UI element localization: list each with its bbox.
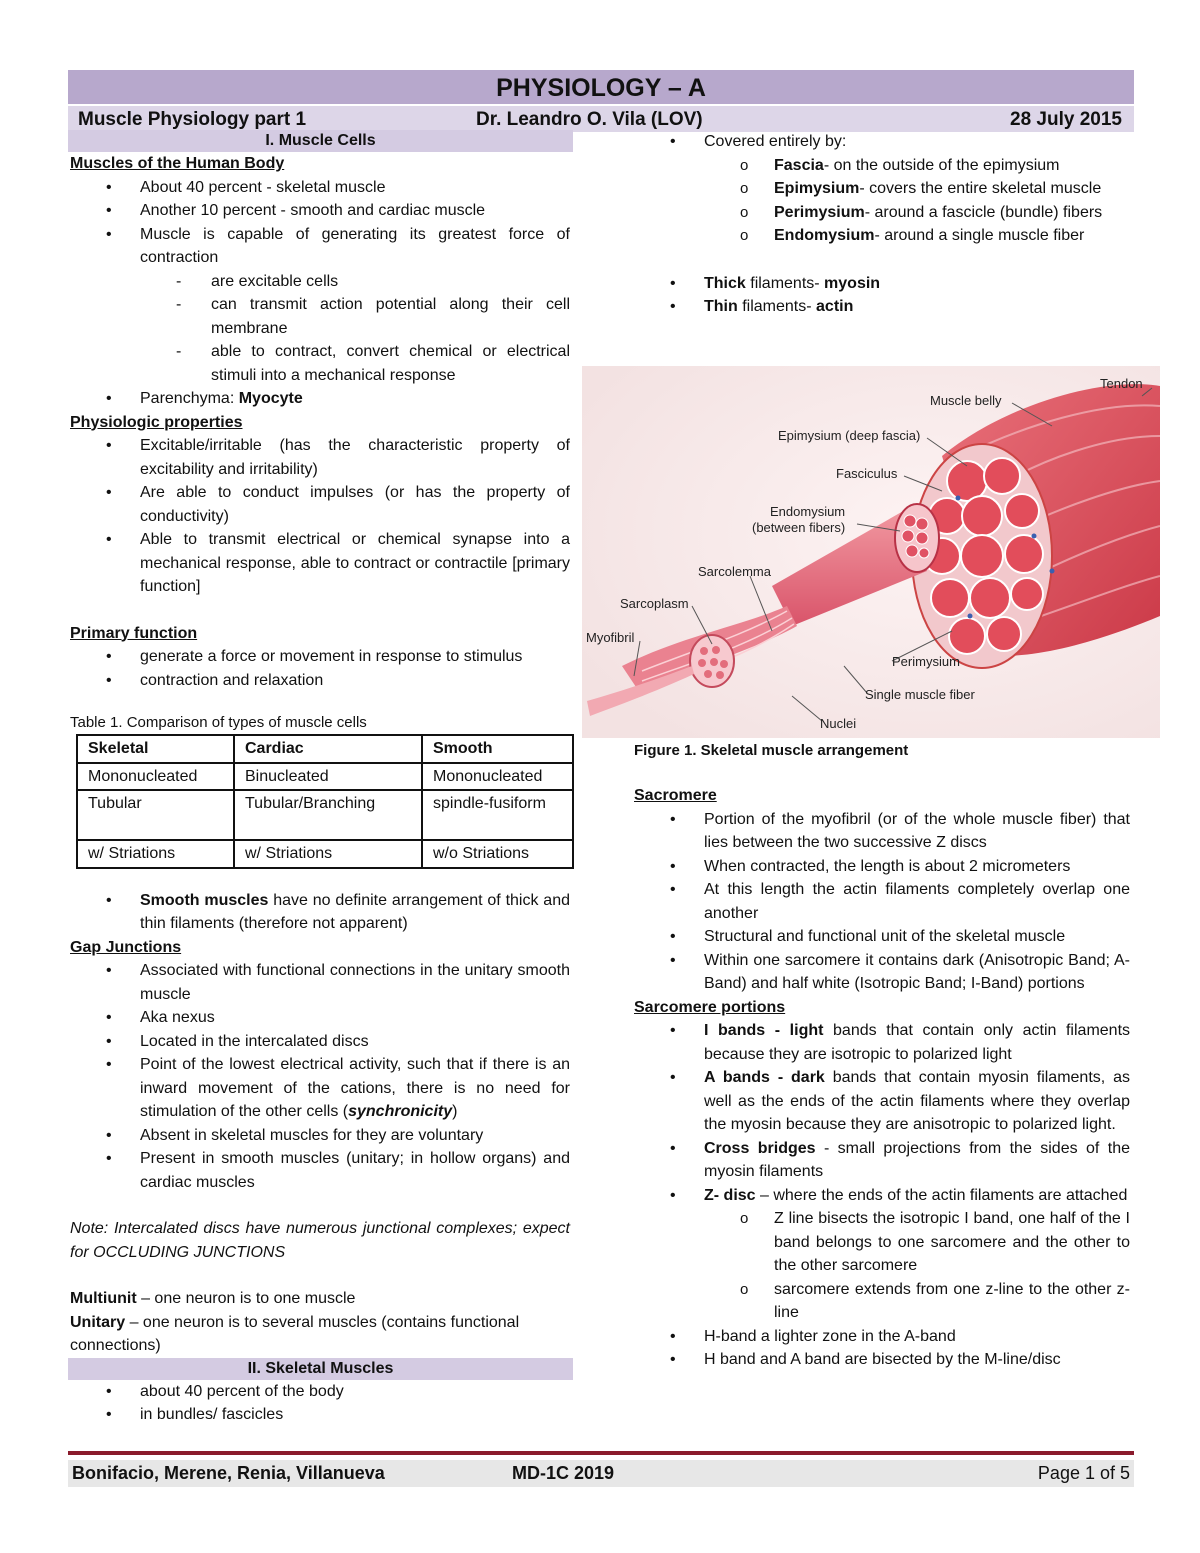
table-cell: Tubular/Branching [234,790,422,840]
list-item: • H band and A band are bisected by the M-line/disc [634,1348,1130,1372]
footer-authors: Bonifacio, Merene, Renia, Villanueva [72,1463,385,1483]
figure-label-nuclei: Nuclei [820,716,857,731]
covering-text: - on the outside of the epimysium [823,156,1060,174]
table-cell: Tubular [77,790,234,840]
covering-text: - covers the entire skeletal muscle [859,180,1102,197]
table-cell: spindle-fusiform [422,790,573,840]
table-caption: Table 1. Comparison of types of muscle cells [70,714,367,731]
muscles-list [70,176,570,411]
multiunit-definition [70,1287,570,1311]
right-column-bottom [634,740,1130,1372]
list-item: • generate a force or movement in response to stimulus [70,645,570,669]
table-cell: Mononucleated [77,763,234,791]
a-bands-text: bands that contain myosin filaments, as well as the ends of the actin filaments where they overlap the myosin because they are anisotropic to polarized light. [704,1069,1130,1133]
list-item-z-disc [634,1184,1130,1208]
table-header-cell: Skeletal [77,735,234,763]
figure-label-sarcoplasm: Sarcoplasm [620,596,689,611]
table-row [77,763,573,791]
covering-term: Epimysium [774,180,860,197]
list-item-synchronicity [70,1053,570,1124]
table-cell: Mononucleated [422,763,573,791]
figure-label-endomysium: Endomysium [770,504,846,519]
i-bands-term: I bands [704,1022,766,1039]
left-column [70,130,570,1427]
covering-item [634,201,1130,225]
table-header-cell: Cardiac [234,735,422,763]
sub-list-item: - able to contract, convert chemical or electrical stimuli into a mechanical response [70,340,570,387]
unitary-term: Unitary [70,1313,126,1331]
list-item-smooth [70,889,570,936]
list-item: • Are able to conduct impulses (or has the property of conductivity) [70,481,570,528]
figure-label-endomysium-note: (between fibers) [752,520,846,535]
gap-junctions-list [70,959,570,1194]
list-item: • Structural and functional unit of the skeletal muscle [634,925,1130,949]
table-row [77,790,573,840]
list-item: • Absent in skeletal muscles for they are voluntary [70,1124,570,1148]
list-item: • Excitable/irritable (has the characteristic property of excitability and irritability) [70,434,570,481]
figure-label-myofibril: Myofibril [586,630,635,645]
cross-bridges-text: - small projections from the sides of the myosin filaments [704,1139,1130,1180]
gap-point-end: ) [452,1103,458,1120]
sarcomere-heading: Sacromere [634,787,717,804]
a-bands-dark: dark [791,1069,825,1086]
table-header-cell: Smooth [422,735,573,763]
smooth-text: have no definite arrangement of thick and thin filaments (therefore not apparent) [140,891,571,932]
z-disc-term: Z- disc [704,1186,756,1204]
i-bands-light: light [789,1022,824,1039]
figure-label-epimysium: Epimysium (deep fascia) [778,428,921,443]
thin-term: Thin [704,298,738,315]
list-item: • Able to transmit electrical or chemical synapse into a mechanical response, able to contract or contractile [primary function] [70,528,570,599]
document-title: PHYSIOLOGY – A [496,74,706,102]
list-item: • Aka nexus [70,1006,570,1030]
multiunit-text: – one neuron is to one muscle [136,1290,356,1307]
footer-rule [68,1451,1134,1455]
parenchyma-value: Myocyte [238,390,303,407]
list-item: • about 40 percent of the body [70,1380,570,1404]
list-item-thick [634,272,1130,296]
list-item: • Another 10 percent - smooth and cardiac muscle [70,199,570,223]
figure-label-single-fiber: Single muscle fiber [865,687,975,702]
list-item-a-bands: • A bands - dark bands that contain myosin filaments, as well as the ends of the actin filaments where they overlap the myosin because they are anisotropic to polarized light. [634,1066,1130,1137]
thin-text: filaments- [737,298,817,315]
thick-value: myosin [824,274,881,292]
figure-label-muscle-belly: Muscle belly [930,393,1002,408]
list-item: • Within one sarcomere it contains dark (Anisotropic Band; A-Band) and half white (Isotropic Band; I-Band) portions [634,949,1130,996]
figure-label-fasciculus: Fasciculus [836,466,898,481]
footer-class: MD-1C 2019 [512,1463,615,1483]
physiologic-heading: Physiologic properties [70,413,243,431]
unitary-definition [70,1311,570,1358]
primary-function-heading: Primary function [70,624,198,642]
section-heading-skeletal-muscles: II. Skeletal Muscles [68,1358,573,1380]
table-cell: Binucleated [234,763,422,791]
covering-term: Perimysium [774,203,865,221]
list-item-parenchyma [70,387,570,411]
filaments-list [634,272,1130,319]
section-heading-muscle-cells: I. Muscle Cells [68,130,573,152]
sarcomere-list [634,808,1130,996]
table-cell: w/ Striations [234,840,422,868]
skeletal-muscle-illustration [582,366,1160,738]
sub-list-item: o Z line bisects the isotropic I band, one half of the I band belongs to one sarcomere and the other to the other sarcomere [634,1207,1130,1278]
skeletal-muscles-list [70,1380,570,1427]
unitary-text: – one neuron is to several muscles (contains functional connections) [70,1313,520,1354]
sub-list-item: - are excitable cells [70,270,570,294]
list-item: • contraction and relaxation [70,669,570,693]
list-item: • Present in smooth muscles (unitary; in hollow organs) and cardiac muscles [70,1147,570,1194]
list-item: • Portion of the myofibril (or of the whole muscle fiber) that lies between the two successive Z discs [634,808,1130,855]
muscle-figure [582,366,1160,738]
list-item: • in bundles/ fascicles [70,1403,570,1427]
a-bands-term: A bands [704,1069,770,1086]
covering-item [634,154,1130,178]
smooth-muscle-list [70,889,570,936]
list-item-i-bands: • I bands - light bands that contain only actin filaments because they are isotropic to polarized light [634,1019,1130,1066]
coverings-list [634,130,1130,248]
thin-value: actin [816,298,854,315]
thick-term: Thick [704,274,746,292]
i-bands-text: bands that contain only actin filaments because they are isotropic to polarized light [704,1022,1131,1063]
note: Note: Intercalated discs have numerous junctional complexes; expect for OCCLUDING JUNCTIONS [70,1220,570,1261]
list-item-cross-bridges [634,1137,1130,1184]
comparison-table [76,734,574,869]
synchronicity-term: synchronicity [348,1103,453,1120]
gap-junctions-heading: Gap Junctions [70,938,182,956]
list-item: • Associated with functional connections in the unitary smooth muscle [70,959,570,1006]
topic-title: Muscle Physiology part 1 [78,109,307,130]
list-item: • Covered entirely by: [634,130,1130,154]
table-cell: w/o Striations [422,840,573,868]
list-item: • About 40 percent - skeletal muscle [70,176,570,200]
right-column-top [634,130,1130,319]
sub-list-item: o sarcomere extends from one z-line to the other z-line [634,1278,1130,1325]
table-header-row [77,735,573,763]
multiunit-term: Multiunit [70,1290,137,1307]
list-item: • When contracted, the length is about 2 micrometers [634,855,1130,879]
lecturer-name: Dr. Leandro O. Vila (LOV) [476,109,703,130]
primary-function-list [70,645,570,692]
cross-bridges-term: Cross bridges [704,1139,816,1157]
table-row [77,840,573,868]
list-item: • Located in the intercalated discs [70,1030,570,1054]
figure-label-perimysium: Perimysium [892,654,960,669]
gap-point-text: Point of the lowest electrical activity, such that if there is an inward movement of the cations, there is no need for stimulation of the other cells ( [140,1056,570,1120]
lecture-date: 28 July 2015 [1010,109,1122,130]
z-disc-text: – where the ends of the actin filaments are attached [755,1186,1128,1204]
table-cell: w/ Striations [77,840,234,868]
figure-caption: Figure 1. Skeletal muscle arrangement [634,742,909,759]
covering-text: - around a single muscle fiber [874,227,1085,244]
footer-page-number: Page 1 of 5 [1037,1463,1130,1483]
smooth-bold: Smooth muscles [140,891,269,909]
thick-text: filaments- [745,274,825,292]
muscles-heading: Muscles of the Human Body [70,155,285,172]
physiologic-list [70,434,570,599]
sarcomere-portions-heading: Sarcomere portions [634,998,786,1016]
sub-list-item: - can transmit action potential along their cell membrane [70,293,570,340]
covering-term: Endomysium [774,227,875,244]
covering-item [634,177,1130,201]
list-item: • Muscle is capable of generating its greatest force of contraction [70,223,570,270]
list-item: • H-band a lighter zone in the A-band [634,1325,1130,1349]
covering-item [634,224,1130,248]
parenchyma-label: Parenchyma: [140,390,239,407]
figure-label-tendon: Tendon [1100,376,1143,391]
covering-text: - around a fascicle (bundle) fibers [864,203,1103,221]
list-item-thin [634,295,1130,319]
list-item: • At this length the actin filaments completely overlap one another [634,878,1130,925]
sarcomere-portions-list [634,1019,1130,1372]
covering-term: Fascia [774,156,824,174]
figure-label-sarcolemma: Sarcolemma [698,564,771,579]
